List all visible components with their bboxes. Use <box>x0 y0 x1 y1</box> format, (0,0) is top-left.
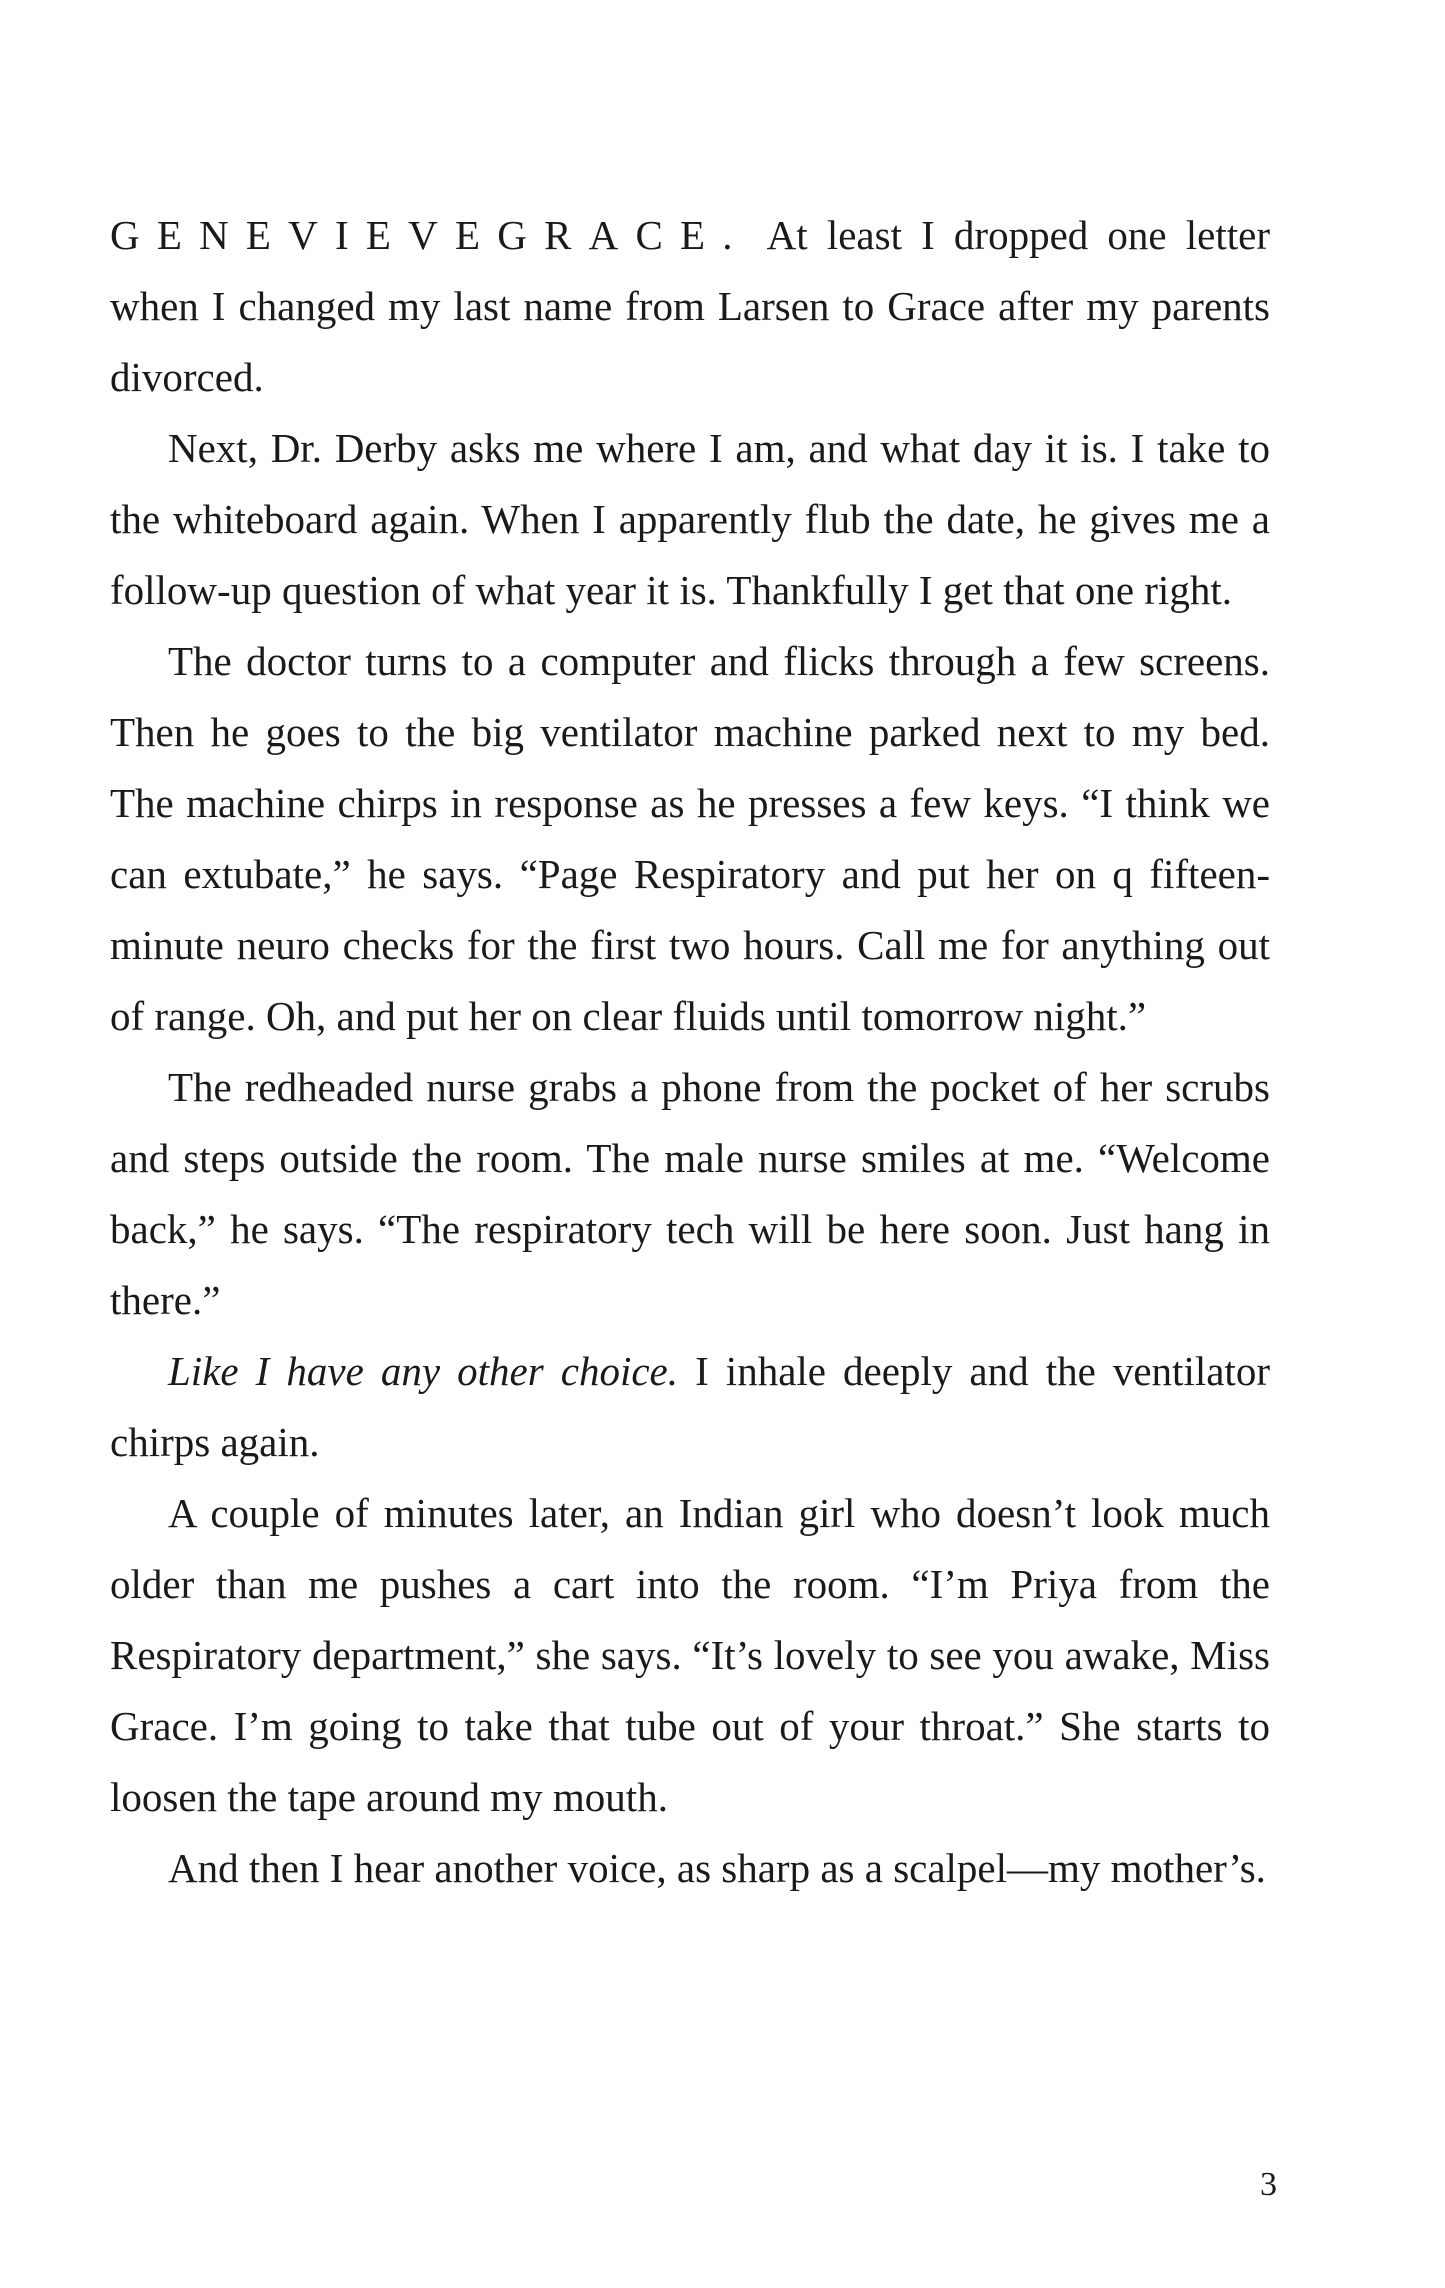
body-text <box>110 200 1270 1904</box>
paragraph-5 <box>110 1336 1270 1478</box>
paragraph-6: A couple of minutes later, an Indian girl who doesn’t look much older than me pushes a cart into the room. “I’m Priya from the Respiratory department,” she says. “It’s lovely to see you awake, Miss Grace. I’m going to take that tube out of your throat.” She starts to loosen the tape around my mouth. <box>110 1490 1270 1820</box>
italic-thought: Like I have any other choice. <box>168 1348 678 1394</box>
paragraph-3: The doctor turns to a computer and flicks through a few screens. Then he goes to the big ventilator machine parked next to my bed. The machine chirps in response as he presses a few keys. “I think we can extubate,” he says. “Page Respiratory and put her on q fifteen-minute neuro checks for the first two hours. Call me for anything out of range. Oh, and put her on clear fluids until tomorrow night.” <box>110 638 1270 1039</box>
paragraph-4: The redheaded nurse grabs a phone from the pocket of her scrubs and steps outside the room. The male nurse smiles at me. “Welcome back,” he says. “The respiratory tech will be here soon. Just hang in there.” <box>110 1064 1270 1323</box>
spaced-name: GENEVIEVEGRACE. <box>110 212 750 258</box>
paragraph-5-text: I inhale deeply and the ventilator chirps again. <box>110 1348 1270 1465</box>
paragraph-1 <box>110 200 1270 413</box>
paragraph-2: Next, Dr. Derby asks me where I am, and what day it is. I take to the whiteboard again. When I apparently flub the date, he gives me a follow-up question of what year it is. Thankfully I get that one right. <box>110 425 1270 613</box>
paragraph-7: And then I hear another voice, as sharp as a scalpel—my mother’s. <box>168 1845 1266 1891</box>
paragraph-1-text: At least I dropped one letter when I changed my last name from Larsen to Grace after my parents divorced. <box>110 212 1270 400</box>
page-number: 3 <box>1260 2166 1277 2203</box>
